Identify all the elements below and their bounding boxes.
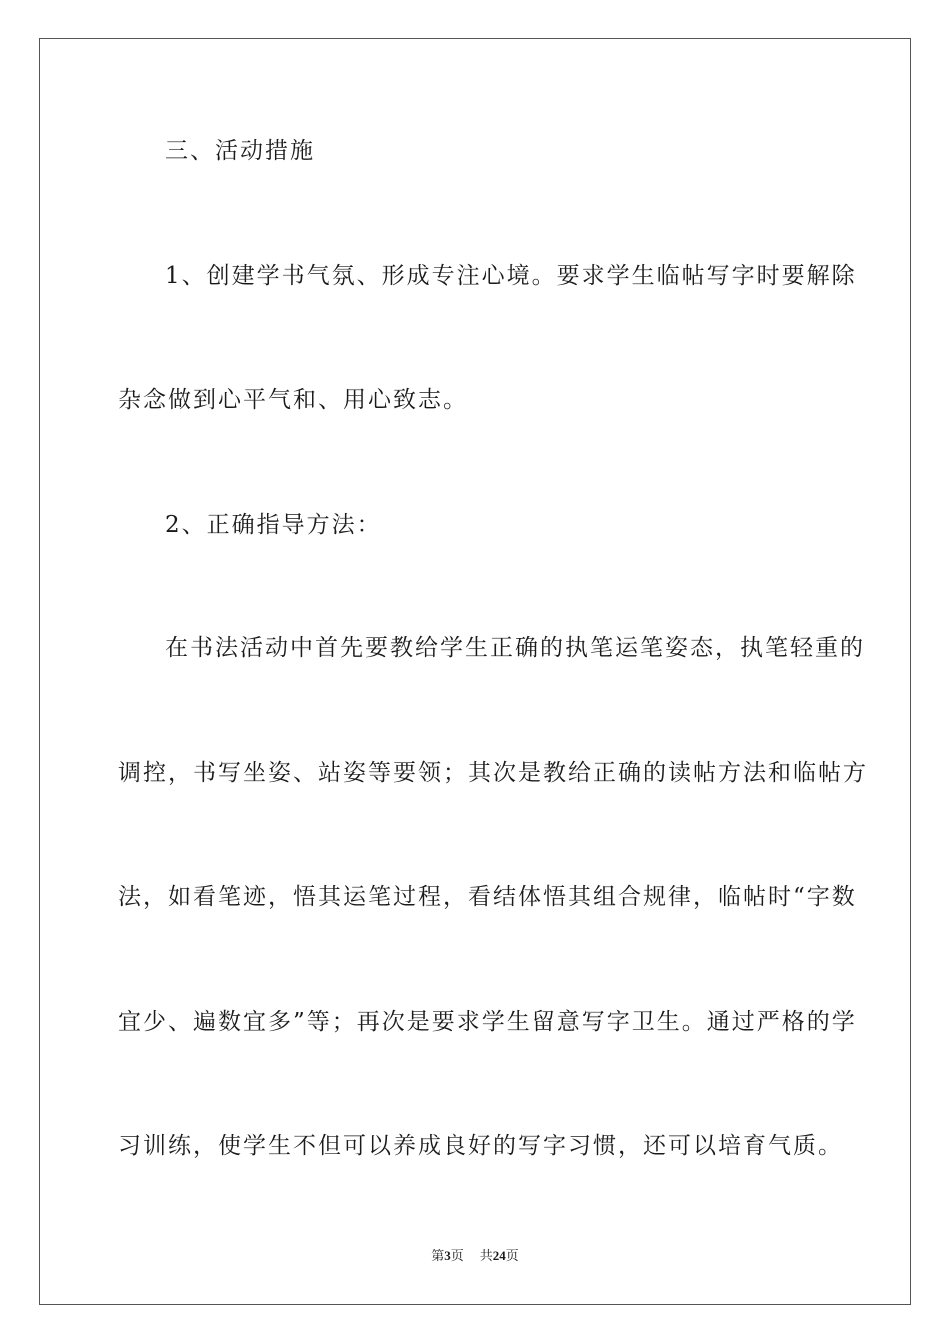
page-number: 3	[444, 1248, 451, 1263]
total-prefix: 共	[479, 1248, 493, 1263]
paragraph-1-line-1: 1、创建学书气氛、形成专注心境。要求学生临帖写字时要解除	[165, 263, 857, 289]
paragraph-2-line-2: 调控，书写坐姿、站姿等要领；其次是教给正确的读帖方法和临帖方	[118, 760, 868, 786]
paragraph-2-line-5: 习训练，使学生不但可以养成良好的写字习惯，还可以培育气质。	[118, 1133, 843, 1159]
page-footer	[0, 1247, 950, 1265]
subheading-method: 2、正确指导方法：	[165, 512, 382, 538]
page-border	[39, 38, 911, 1305]
section-heading: 三、活动措施	[165, 138, 315, 164]
page-suffix: 页	[450, 1248, 464, 1263]
paragraph-2-line-4: 宜少、遍数宜多”等；再次是要求学生留意写字卫生。通过严格的学	[118, 1009, 857, 1035]
page-prefix: 第	[431, 1248, 445, 1263]
paragraph-2-line-3: 法，如看笔迹，悟其运笔过程，看结体悟其组合规律，临帖时“字数	[118, 884, 857, 910]
total-pages: 24	[492, 1248, 506, 1263]
paragraph-1-line-2: 杂念做到心平气和、用心致志。	[118, 387, 468, 413]
paragraph-2-line-1: 在书法活动中首先要教给学生正确的执笔运笔姿态，执笔轻重的	[165, 635, 865, 661]
total-suffix: 页	[505, 1248, 519, 1263]
